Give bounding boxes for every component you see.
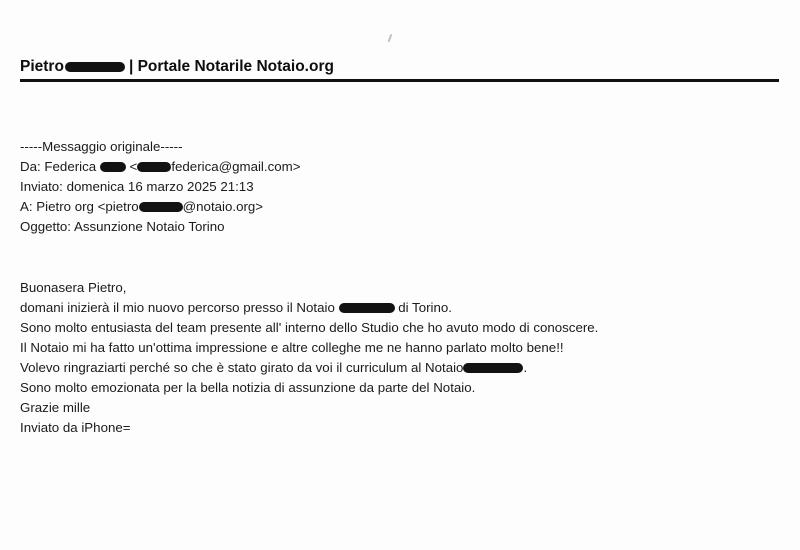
redacted-notary-name: [339, 303, 395, 313]
document-header: [20, 57, 780, 77]
subject-value: Assunzione Notaio Torino: [73, 219, 225, 234]
body-line-3: Il Notaio mi ha fatto un'ottima impressione e altre colleghe me ne hanno parlato molto bene!!: [20, 340, 564, 355]
body-line-5: Sono molto emozionata per la bella notizia di assunzione da parte del Notaio.: [20, 380, 476, 395]
email-signature: Inviato da iPhone=: [20, 420, 131, 435]
from-email-open: <: [129, 159, 138, 174]
body-line-4: [20, 358, 780, 378]
sent-date: domenica 16 marzo 2025 21:13: [66, 179, 254, 194]
closing-thanks: Grazie mille: [20, 400, 91, 415]
from-email: federica@gmail.com>: [171, 159, 301, 174]
to-value-end: @notaio.org>: [182, 199, 264, 214]
to-value-start: Pietro org <pietro: [36, 199, 139, 214]
from-label: Da:: [20, 159, 41, 174]
body-line-4-start: Volevo ringraziarti perché so che è stato girato da voi il curriculum al Notaio: [20, 360, 464, 375]
sent-line: [20, 177, 780, 197]
body-line-1: [20, 298, 780, 318]
sent-label: Inviato:: [20, 179, 63, 194]
to-label: A:: [20, 199, 33, 214]
subject-label: Oggetto:: [20, 219, 72, 234]
body-line-1-start: domani inizierà il mio nuovo percorso presso il Notaio: [20, 300, 335, 315]
from-line: [20, 157, 780, 177]
to-line: [20, 197, 780, 217]
redacted-notary-name: [463, 363, 523, 373]
body-line-1-end: di Torino.: [398, 300, 452, 315]
subject-line: [20, 217, 780, 237]
greeting: Buonasera Pietro,: [20, 280, 127, 295]
scan-artifact: [388, 34, 393, 42]
redacted-email-prefix: [137, 162, 171, 172]
redacted-surname: [65, 62, 125, 72]
header-portal-title: Portale Notarile Notaio.org: [137, 58, 334, 75]
header-sender-name: Pietro: [20, 58, 64, 75]
redacted-email-part: [139, 202, 183, 212]
body-line-2: Sono molto entusiasta del team presente all' interno dello Studio che ho avuto modo di conoscere.: [20, 320, 599, 335]
redacted-surname: [100, 162, 126, 172]
header-separator: |: [128, 58, 134, 75]
from-name: Federica: [44, 159, 97, 174]
header-divider: [20, 79, 779, 82]
body-line-4-end: .: [523, 360, 528, 375]
original-message-marker: -----Messaggio originale-----: [20, 139, 183, 154]
